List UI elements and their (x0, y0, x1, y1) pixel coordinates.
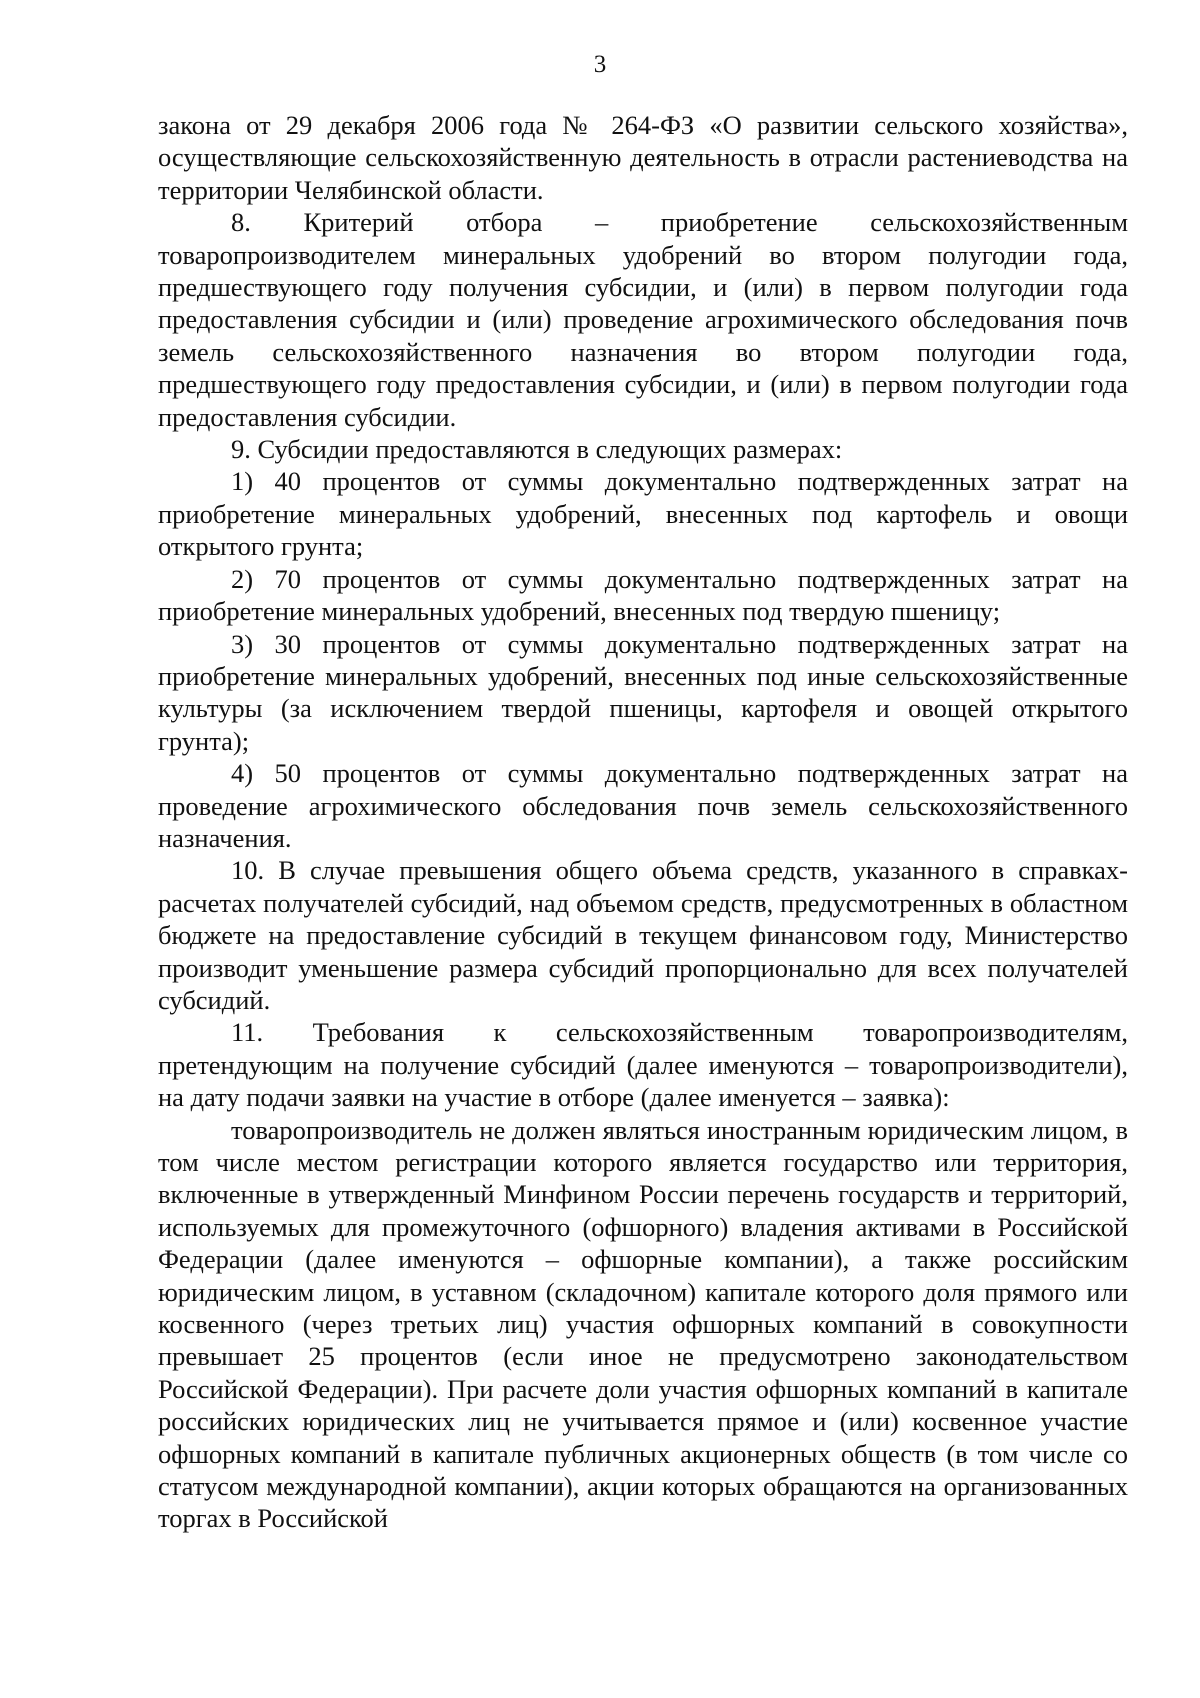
page-number: 3 (593, 51, 607, 78)
list-item-1: 1) 40 процентов от суммы документально подтвержденных затрат на приобретение минеральных удобрений, внесенных под картофель и овощи открытого грунта; (158, 466, 1128, 562)
paragraph-8-selection-criterion: 8. Критерий отбора – приобретение сельскохозяйственным товаропроизводителем минеральных удобрений во втором полугодии года, предшествующего году получения субсидии, и (или) в первом полугодии года предоставления субсидии и (или) проведение агрохимического обследования почв земель сельскохозяйственного назначения во втором полугодии года, предшествующего году предоставления субсидии, и (или) в первом полугодии года предоставления субсидии. (158, 207, 1128, 432)
document-body (158, 109, 1128, 1535)
paragraph-11-requirements: 11. Требования к сельскохозяйственным товаропроизводителям, претендующим на получение субсидий (далее именуются – товаропроизводители), на дату подачи заявки на участие в отборе (далее именуется – заявка): (158, 1017, 1128, 1113)
paragraph-9-subsidy-amounts: 9. Субсидии предоставляются в следующих размерах: (231, 434, 843, 465)
paragraph-offshore-requirement: товаропроизводитель не должен являться иностранным юридическим лицом, в том числе местом регистрации которого является государство или территория, включенные в утвержденный Минфином России перечень государств и территорий, используемых для промежуточного (офшорного) владения активами в Российской Федерации (далее именуются – офшорные компании), а также российским юридическим лицом, в уставном (складочном) капитале которого доля прямого или косвенного (через третьих лиц) участия офшорных компаний в совокупности превышает 25 процентов (если иное не предусмотрено законодательством Российской Федерации). При расчете доли участия офшорных компаний в капитале российских юридических лиц не учитывается прямое и (или) косвенное участие офшорных компаний в капитале публичных акционерных обществ (в том числе со статусом международной компании), акции которых обращаются на организованных торгах в Российской (158, 1114, 1128, 1534)
paragraph-10-reduction: 10. В случае превышения общего объема средств, указанного в справках-расчетах получателей субсидий, над объемом средств, предусмотренных в областном бюджете на предоставление субсидий в текущем финансовом году, Министерство производит уменьшение размера субсидий пропорционально для всех получателей субсидий. (158, 855, 1128, 1015)
list-item-4: 4) 50 процентов от суммы документально подтвержденных затрат на проведение агрохимического обследования почв земель сельскохозяйственного назначения. (158, 758, 1128, 853)
list-item-2: 2) 70 процентов от суммы документально подтвержденных затрат на приобретение минеральных удобрений, внесенных под твердую пшеницу; (158, 563, 1128, 627)
paragraph-intro-continuation: закона от 29 декабря 2006 года № 264-ФЗ «О развитии сельского хозяйства», осуществляющие сельскохозяйственную деятельность в отрасли растениеводства на территории Челябинской области. (158, 110, 1128, 205)
list-item-3: 3) 30 процентов от суммы документально подтвержденных затрат на приобретение минеральных удобрений, внесенных под иные сельскохозяйственные культуры (за исключением твердой пшеницы, картофеля и овощей открытого грунта); (158, 628, 1128, 756)
